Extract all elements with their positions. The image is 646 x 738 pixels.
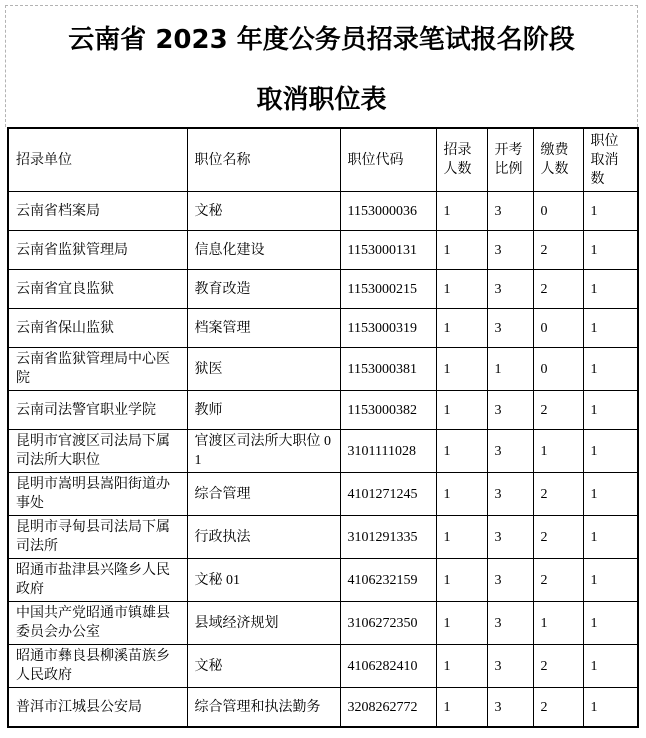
cell-recruit-count: 1: [436, 270, 487, 309]
table-row: [8, 516, 638, 559]
cell-exam-ratio: 3: [487, 391, 533, 430]
cell-recruit-count: 1: [436, 391, 487, 430]
table-header-row: [8, 128, 638, 192]
cell-paid-count: 2: [533, 391, 583, 430]
cell-recruiting-unit: 云南省监狱管理局中心医院: [8, 348, 187, 391]
cell-recruiting-unit: 云南司法警官职业学院: [8, 391, 187, 430]
cell-recruiting-unit: 昭通市盐津县兴隆乡人民政府: [8, 559, 187, 602]
table-row: [8, 270, 638, 309]
cell-position-name: 文秘: [187, 192, 340, 231]
cancelled-positions-table: [7, 127, 639, 728]
cell-position-code: 1153000381: [340, 348, 436, 391]
cell-exam-ratio: 3: [487, 309, 533, 348]
cell-cancel-count: 1: [583, 559, 638, 602]
cell-exam-ratio: 3: [487, 192, 533, 231]
cell-recruiting-unit: 云南省保山监狱: [8, 309, 187, 348]
cell-position-name: 信息化建设: [187, 231, 340, 270]
cell-paid-count: 2: [533, 231, 583, 270]
cell-exam-ratio: 3: [487, 231, 533, 270]
cell-recruiting-unit: 云南省宜良监狱: [8, 270, 187, 309]
column-header-recruiting-unit: 招录单位: [8, 128, 187, 192]
title-frame: [5, 5, 638, 127]
cell-position-name: 县域经济规划: [187, 602, 340, 645]
column-header-paid-count: 缴费人数: [533, 128, 583, 192]
cell-position-code: 3208262772: [340, 688, 436, 728]
cell-position-name: 行政执法: [187, 516, 340, 559]
cell-paid-count: 2: [533, 559, 583, 602]
cell-cancel-count: 1: [583, 391, 638, 430]
table-row: [8, 645, 638, 688]
table-row: [8, 192, 638, 231]
cell-position-code: 1153000215: [340, 270, 436, 309]
cell-position-code: 1153000382: [340, 391, 436, 430]
page-title-line1: 云南省 2023 年度公务员招录笔试报名阶段: [68, 25, 575, 55]
cell-position-code: 1153000131: [340, 231, 436, 270]
cell-paid-count: 0: [533, 309, 583, 348]
cell-position-name: 综合管理: [187, 473, 340, 516]
table-body: [8, 192, 638, 728]
column-header-position-code: 职位代码: [340, 128, 436, 192]
column-header-position-name: 职位名称: [187, 128, 340, 192]
cell-paid-count: 2: [533, 688, 583, 728]
table-row: [8, 473, 638, 516]
cell-recruit-count: 1: [436, 602, 487, 645]
table-row: [8, 309, 638, 348]
cell-exam-ratio: 3: [487, 430, 533, 473]
cell-exam-ratio: 3: [487, 270, 533, 309]
cell-cancel-count: 1: [583, 192, 638, 231]
cell-position-name: 档案管理: [187, 309, 340, 348]
page-title-line2: 取消职位表: [256, 85, 387, 115]
cell-cancel-count: 1: [583, 231, 638, 270]
cell-paid-count: 2: [533, 516, 583, 559]
cell-recruiting-unit: 云南省监狱管理局: [8, 231, 187, 270]
cell-exam-ratio: 3: [487, 688, 533, 728]
cell-position-name: 教育改造: [187, 270, 340, 309]
cell-paid-count: 0: [533, 348, 583, 391]
cell-position-code: 3101291335: [340, 516, 436, 559]
cell-position-code: 4101271245: [340, 473, 436, 516]
table-row: [8, 688, 638, 728]
cell-paid-count: 2: [533, 473, 583, 516]
cell-recruiting-unit: 普洱市江城县公安局: [8, 688, 187, 728]
cell-recruit-count: 1: [436, 348, 487, 391]
cell-recruiting-unit: 昭通市彝良县柳溪苗族乡人民政府: [8, 645, 187, 688]
cell-paid-count: 2: [533, 645, 583, 688]
table-row: [8, 348, 638, 391]
cell-cancel-count: 1: [583, 270, 638, 309]
cell-cancel-count: 1: [583, 348, 638, 391]
cell-cancel-count: 1: [583, 645, 638, 688]
cell-exam-ratio: 3: [487, 559, 533, 602]
cell-cancel-count: 1: [583, 688, 638, 728]
cell-cancel-count: 1: [583, 602, 638, 645]
column-header-cancel-count: 职位取消数: [583, 128, 638, 192]
cell-paid-count: 0: [533, 192, 583, 231]
cell-exam-ratio: 1: [487, 348, 533, 391]
cell-exam-ratio: 3: [487, 645, 533, 688]
column-header-recruit-count: 招录人数: [436, 128, 487, 192]
cell-exam-ratio: 3: [487, 516, 533, 559]
cell-paid-count: 2: [533, 270, 583, 309]
cell-cancel-count: 1: [583, 430, 638, 473]
cell-position-code: 4106282410: [340, 645, 436, 688]
cell-recruit-count: 1: [436, 473, 487, 516]
cell-recruit-count: 1: [436, 309, 487, 348]
cell-recruit-count: 1: [436, 645, 487, 688]
cell-cancel-count: 1: [583, 309, 638, 348]
cell-paid-count: 1: [533, 602, 583, 645]
cell-recruiting-unit: 昆明市寻甸县司法局下属司法所: [8, 516, 187, 559]
table-row: [8, 430, 638, 473]
cell-position-code: 4106232159: [340, 559, 436, 602]
table-row: [8, 391, 638, 430]
cell-position-name: 狱医: [187, 348, 340, 391]
cell-recruit-count: 1: [436, 430, 487, 473]
cell-cancel-count: 1: [583, 473, 638, 516]
cell-position-name: 综合管理和执法勤务: [187, 688, 340, 728]
cell-recruiting-unit: 云南省档案局: [8, 192, 187, 231]
cell-position-code: 3106272350: [340, 602, 436, 645]
cell-exam-ratio: 3: [487, 602, 533, 645]
table-row: [8, 602, 638, 645]
cell-recruit-count: 1: [436, 231, 487, 270]
cell-position-name: 文秘 01: [187, 559, 340, 602]
cell-cancel-count: 1: [583, 516, 638, 559]
cell-exam-ratio: 3: [487, 473, 533, 516]
cell-position-name: 官渡区司法所大职位 01: [187, 430, 340, 473]
cell-recruit-count: 1: [436, 688, 487, 728]
cell-position-code: 1153000036: [340, 192, 436, 231]
table-row: [8, 559, 638, 602]
cell-position-name: 教师: [187, 391, 340, 430]
cell-recruit-count: 1: [436, 559, 487, 602]
cell-recruiting-unit: 昆明市官渡区司法局下属司法所大职位: [8, 430, 187, 473]
table-row: [8, 231, 638, 270]
cell-position-code: 1153000319: [340, 309, 436, 348]
cell-recruiting-unit: 中国共产党昭通市镇雄县委员会办公室: [8, 602, 187, 645]
cell-position-name: 文秘: [187, 645, 340, 688]
column-header-exam-ratio: 开考比例: [487, 128, 533, 192]
cell-recruiting-unit: 昆明市嵩明县嵩阳街道办事处: [8, 473, 187, 516]
cell-paid-count: 1: [533, 430, 583, 473]
cell-position-code: 3101111028: [340, 430, 436, 473]
cell-recruit-count: 1: [436, 192, 487, 231]
cell-recruit-count: 1: [436, 516, 487, 559]
